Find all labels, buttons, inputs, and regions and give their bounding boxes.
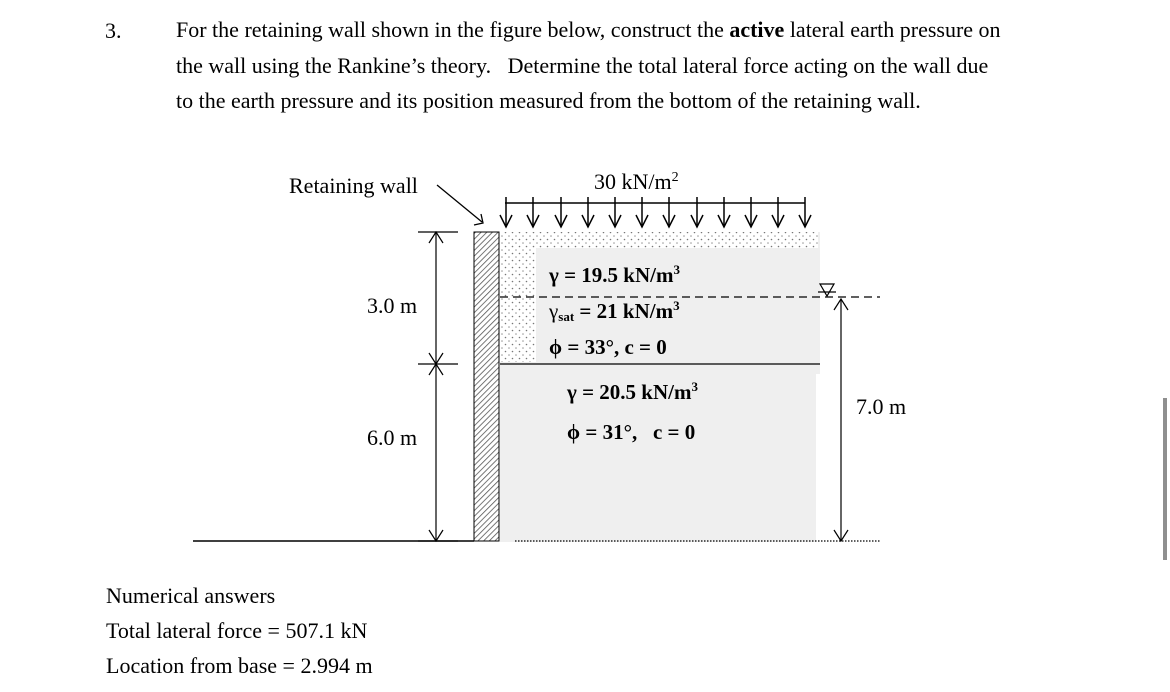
surcharge-value: 30 kN/m xyxy=(594,169,672,194)
layer2-unit-weight-exp: 3 xyxy=(691,379,698,394)
numerical-answers xyxy=(106,578,373,683)
layer1-unit-weight-exp: 3 xyxy=(673,262,680,277)
retaining-wall-label: Retaining wall xyxy=(289,173,418,198)
layer2-friction-cohesion: ϕ = 31°, c = 0 xyxy=(567,420,696,444)
problem-line-1-start: For the retaining wall shown in the figure below, construct the xyxy=(176,17,730,42)
surcharge-arrows xyxy=(500,197,811,227)
problem-line-1-end: lateral earth pressure on xyxy=(784,17,1001,42)
problem-line-3: to the earth pressure and its position measured from the bottom of the retaining wall. xyxy=(176,88,921,113)
surcharge-label xyxy=(594,169,679,194)
surcharge-exponent: 2 xyxy=(671,170,679,185)
retaining-wall xyxy=(474,232,499,541)
answers-heading: Numerical answers xyxy=(106,583,276,608)
problem-number: 3. xyxy=(105,18,122,43)
water-depth-label: 7.0 m xyxy=(856,394,907,419)
sand-texture-wall-side xyxy=(500,248,536,362)
layer1-unit-weight xyxy=(548,262,680,287)
answer-total-force: Total lateral force = 507.1 kN xyxy=(106,618,368,643)
layer1-unit-weight-value: γ = 19.5 kN/m xyxy=(549,263,674,287)
wall-label-pointer xyxy=(437,185,482,222)
sand-texture-top xyxy=(500,232,818,248)
problem-keyword-active: active xyxy=(729,17,785,42)
answer-location: Location from base = 2.994 m xyxy=(106,653,373,678)
water-table-symbol xyxy=(818,284,836,296)
water-depth-dimension xyxy=(834,299,848,541)
layer1-friction-cohesion: ϕ = 33°, c = 0 xyxy=(549,335,667,359)
lower-layer-dimension: 6.0 m xyxy=(367,425,418,450)
gamma-sat-symbol: γ xyxy=(549,299,559,323)
problem-line-2: the wall using the Rankine’s theory. Determine the total lateral force acting on the wall due xyxy=(176,52,989,78)
upper-layer-dimension: 3.0 m xyxy=(367,293,418,318)
gamma-sat-exp: 3 xyxy=(673,298,680,313)
gamma-sat-subscript: sat xyxy=(558,309,575,324)
gamma-sat-value: = 21 kN/m xyxy=(574,299,674,323)
height-dimension-left xyxy=(418,232,458,541)
layer2-unit-weight-value: γ = 20.5 kN/m xyxy=(567,380,692,404)
layer2-unit-weight xyxy=(566,379,698,404)
scrollbar-fragment xyxy=(1163,398,1167,560)
